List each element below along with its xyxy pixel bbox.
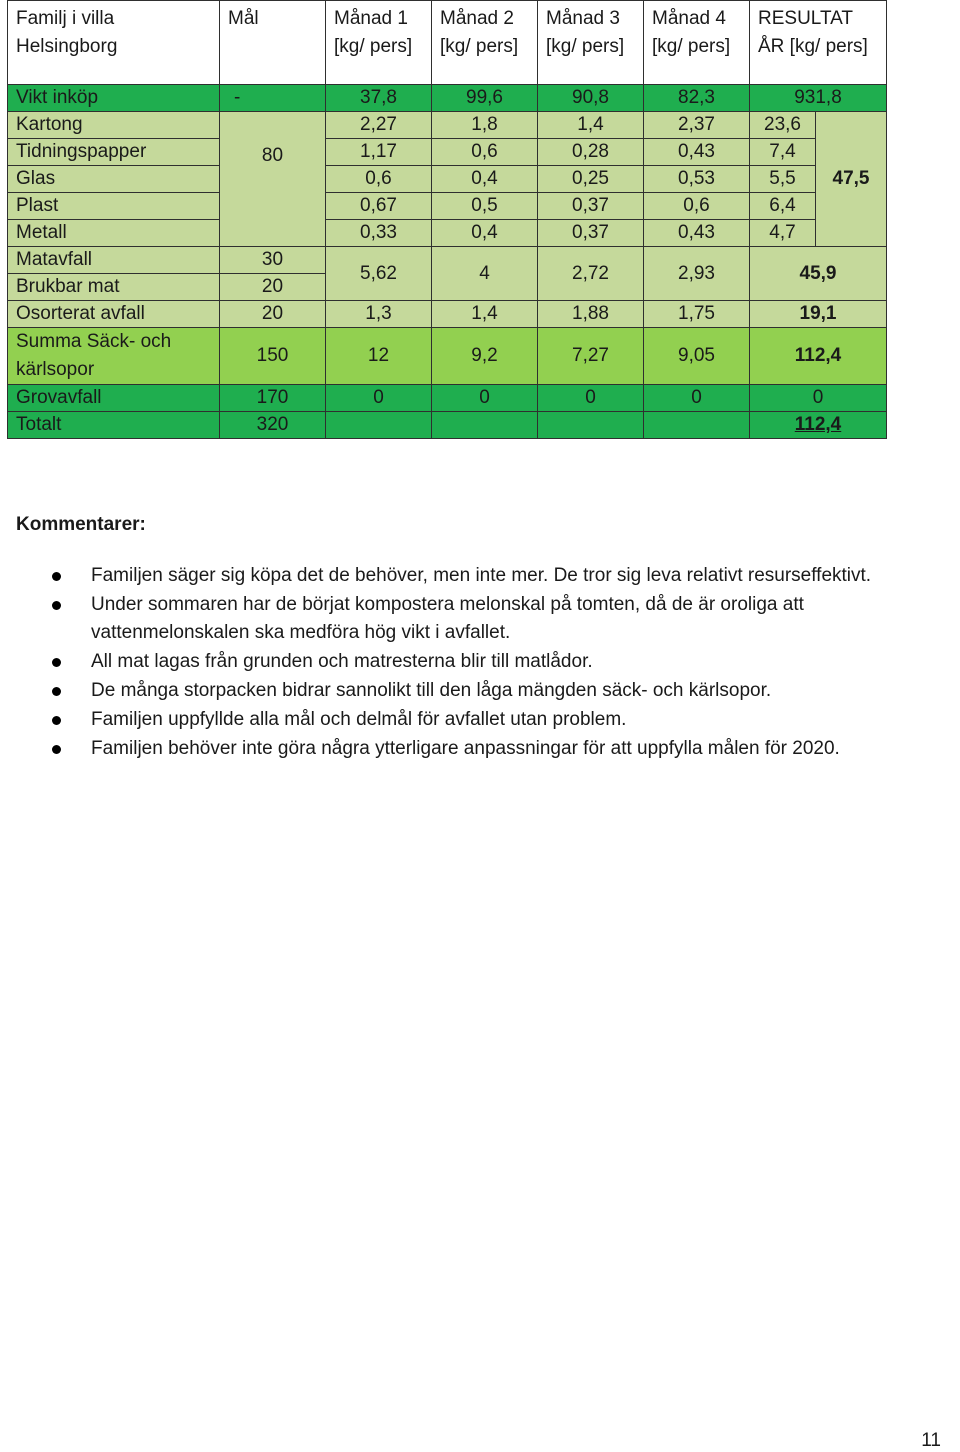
month-3-cell: 0,37: [538, 220, 644, 247]
month-3-cell: 1,88: [538, 301, 644, 328]
row-label: Tidningspapper: [8, 139, 220, 166]
year-cell: 5,5: [750, 166, 816, 193]
year-cell: 23,6: [750, 112, 816, 139]
header-goal: Mål: [220, 1, 326, 85]
row-label: Glas: [8, 166, 220, 193]
bullet-icon: [52, 687, 61, 696]
month-4-cell: 0: [644, 385, 750, 412]
month-2-cell: 99,6: [432, 85, 538, 112]
month-4-cell: 0,43: [644, 139, 750, 166]
table-row-kartong: [8, 112, 887, 139]
comments-list: [0, 562, 950, 764]
table-row-glas: [8, 166, 887, 193]
bullet-icon: [52, 716, 61, 725]
row-label: Matavfall: [8, 247, 220, 274]
header-family: Familj i villa Helsingborg: [8, 1, 220, 85]
month-2-cell: 1,8: [432, 112, 538, 139]
month-1-cell: 0,67: [326, 193, 432, 220]
bullet-icon: [52, 572, 61, 581]
year-cell: 45,9: [750, 247, 887, 301]
month-1-cell: 2,27: [326, 112, 432, 139]
month-1-cell: 0,6: [326, 166, 432, 193]
header-month-1: Månad 1 [kg/ pers]: [326, 1, 432, 85]
row-label: Summa Säck- och kärlsopor: [8, 328, 220, 385]
year-cell: 112,4: [750, 412, 887, 439]
page-number: 11: [921, 1430, 941, 1451]
table-row-summa: [8, 328, 887, 385]
table-header-row: [8, 1, 887, 85]
month-2-cell: 0,4: [432, 166, 538, 193]
header-result-year: RESULTAT ÅR [kg/ pers]: [750, 1, 887, 85]
table-row-tidningspapper: [8, 139, 887, 166]
month-1-cell: 5,62: [326, 247, 432, 301]
table-row-totalt: [8, 412, 887, 439]
recycling-goal-cell: 80: [220, 112, 326, 247]
row-label: Grovavfall: [8, 385, 220, 412]
header-month-4: Månad 4 [kg/ pers]: [644, 1, 750, 85]
row-label: Osorterat avfall: [8, 301, 220, 328]
goal-cell: 150: [220, 328, 326, 385]
row-label: Brukbar mat: [8, 274, 220, 301]
bullet-icon: [52, 745, 61, 754]
month-3-cell: 7,27: [538, 328, 644, 385]
month-3-cell: 90,8: [538, 85, 644, 112]
year-cell: 0: [750, 385, 887, 412]
month-3-cell: 0,25: [538, 166, 644, 193]
month-2-cell: 0: [432, 385, 538, 412]
table-row-vikt-inkop: [8, 85, 887, 112]
table-row-matavfall: [8, 247, 887, 274]
goal-cell: -: [220, 85, 326, 112]
comments-heading: Kommentarer:: [16, 514, 146, 535]
bullet-icon: [52, 658, 61, 667]
year-cell: 4,7: [750, 220, 816, 247]
month-2-cell: 0,5: [432, 193, 538, 220]
goal-cell: 20: [220, 274, 326, 301]
bullet-icon: [52, 601, 61, 610]
month-4-cell: 0,6: [644, 193, 750, 220]
month-4-cell: [644, 412, 750, 439]
table-row-grovavfall: [8, 385, 887, 412]
goal-cell: 20: [220, 301, 326, 328]
month-2-cell: 0,6: [432, 139, 538, 166]
list-item: [0, 591, 950, 647]
row-label: Totalt: [8, 412, 220, 439]
recycling-total-cell: 47,5: [816, 112, 887, 247]
goal-cell: 170: [220, 385, 326, 412]
month-4-cell: 2,93: [644, 247, 750, 301]
month-4-cell: 0,43: [644, 220, 750, 247]
month-1-cell: 37,8: [326, 85, 432, 112]
header-month-2: Månad 2 [kg/ pers]: [432, 1, 538, 85]
month-1-cell: 1,3: [326, 301, 432, 328]
year-cell: 19,1: [750, 301, 887, 328]
comment-text: Under sommaren har de börjat kompostera melonskal på tomten, då de är oroliga att vattenmelonskalen ska medföra hög vikt i avfallet.: [91, 594, 804, 643]
month-2-cell: 0,4: [432, 220, 538, 247]
comment-text: Familjen säger sig köpa det de behöver, men inte mer. De tror sig leva relativt resurseffektivt.: [91, 565, 872, 586]
list-item: [0, 562, 950, 590]
table-row-metall: [8, 220, 887, 247]
list-item: [0, 735, 950, 763]
month-2-cell: 4: [432, 247, 538, 301]
month-1-cell: 0,33: [326, 220, 432, 247]
goal-cell: 30: [220, 247, 326, 274]
month-3-cell: 0: [538, 385, 644, 412]
month-3-cell: 0,28: [538, 139, 644, 166]
month-4-cell: 1,75: [644, 301, 750, 328]
month-1-cell: 1,17: [326, 139, 432, 166]
month-1-cell: 0: [326, 385, 432, 412]
comment-text: De många storpacken bidrar sannolikt till den låga mängden säck- och kärlsopor.: [91, 680, 772, 701]
comment-text: Familjen behöver inte göra några ytterligare anpassningar för att uppfylla målen för 2020.: [91, 738, 840, 759]
list-item: [0, 706, 950, 734]
row-label: Kartong: [8, 112, 220, 139]
row-label: Vikt inköp: [8, 85, 220, 112]
header-month-3: Månad 3 [kg/ pers]: [538, 1, 644, 85]
month-4-cell: 2,37: [644, 112, 750, 139]
month-3-cell: 2,72: [538, 247, 644, 301]
comment-text: All mat lagas från grunden och matresterna blir till matlådor.: [91, 651, 593, 672]
month-2-cell: 1,4: [432, 301, 538, 328]
comment-text: Familjen uppfyllde alla mål och delmål för avfallet utan problem.: [91, 709, 627, 730]
waste-results-table: [7, 0, 887, 439]
month-3-cell: 1,4: [538, 112, 644, 139]
year-cell: 7,4: [750, 139, 816, 166]
month-1-cell: [326, 412, 432, 439]
month-1-cell: 12: [326, 328, 432, 385]
month-2-cell: [432, 412, 538, 439]
month-4-cell: 82,3: [644, 85, 750, 112]
year-cell: 6,4: [750, 193, 816, 220]
year-cell: 931,8: [750, 85, 887, 112]
month-4-cell: 9,05: [644, 328, 750, 385]
month-3-cell: 0,37: [538, 193, 644, 220]
list-item: [0, 677, 950, 705]
goal-cell: 320: [220, 412, 326, 439]
table-row-plast: [8, 193, 887, 220]
month-3-cell: [538, 412, 644, 439]
row-label: Metall: [8, 220, 220, 247]
month-2-cell: 9,2: [432, 328, 538, 385]
row-label: Plast: [8, 193, 220, 220]
list-item: [0, 648, 950, 676]
month-4-cell: 0,53: [644, 166, 750, 193]
table-row-osorterat-avfall: [8, 301, 887, 328]
year-cell: 112,4: [750, 328, 887, 385]
